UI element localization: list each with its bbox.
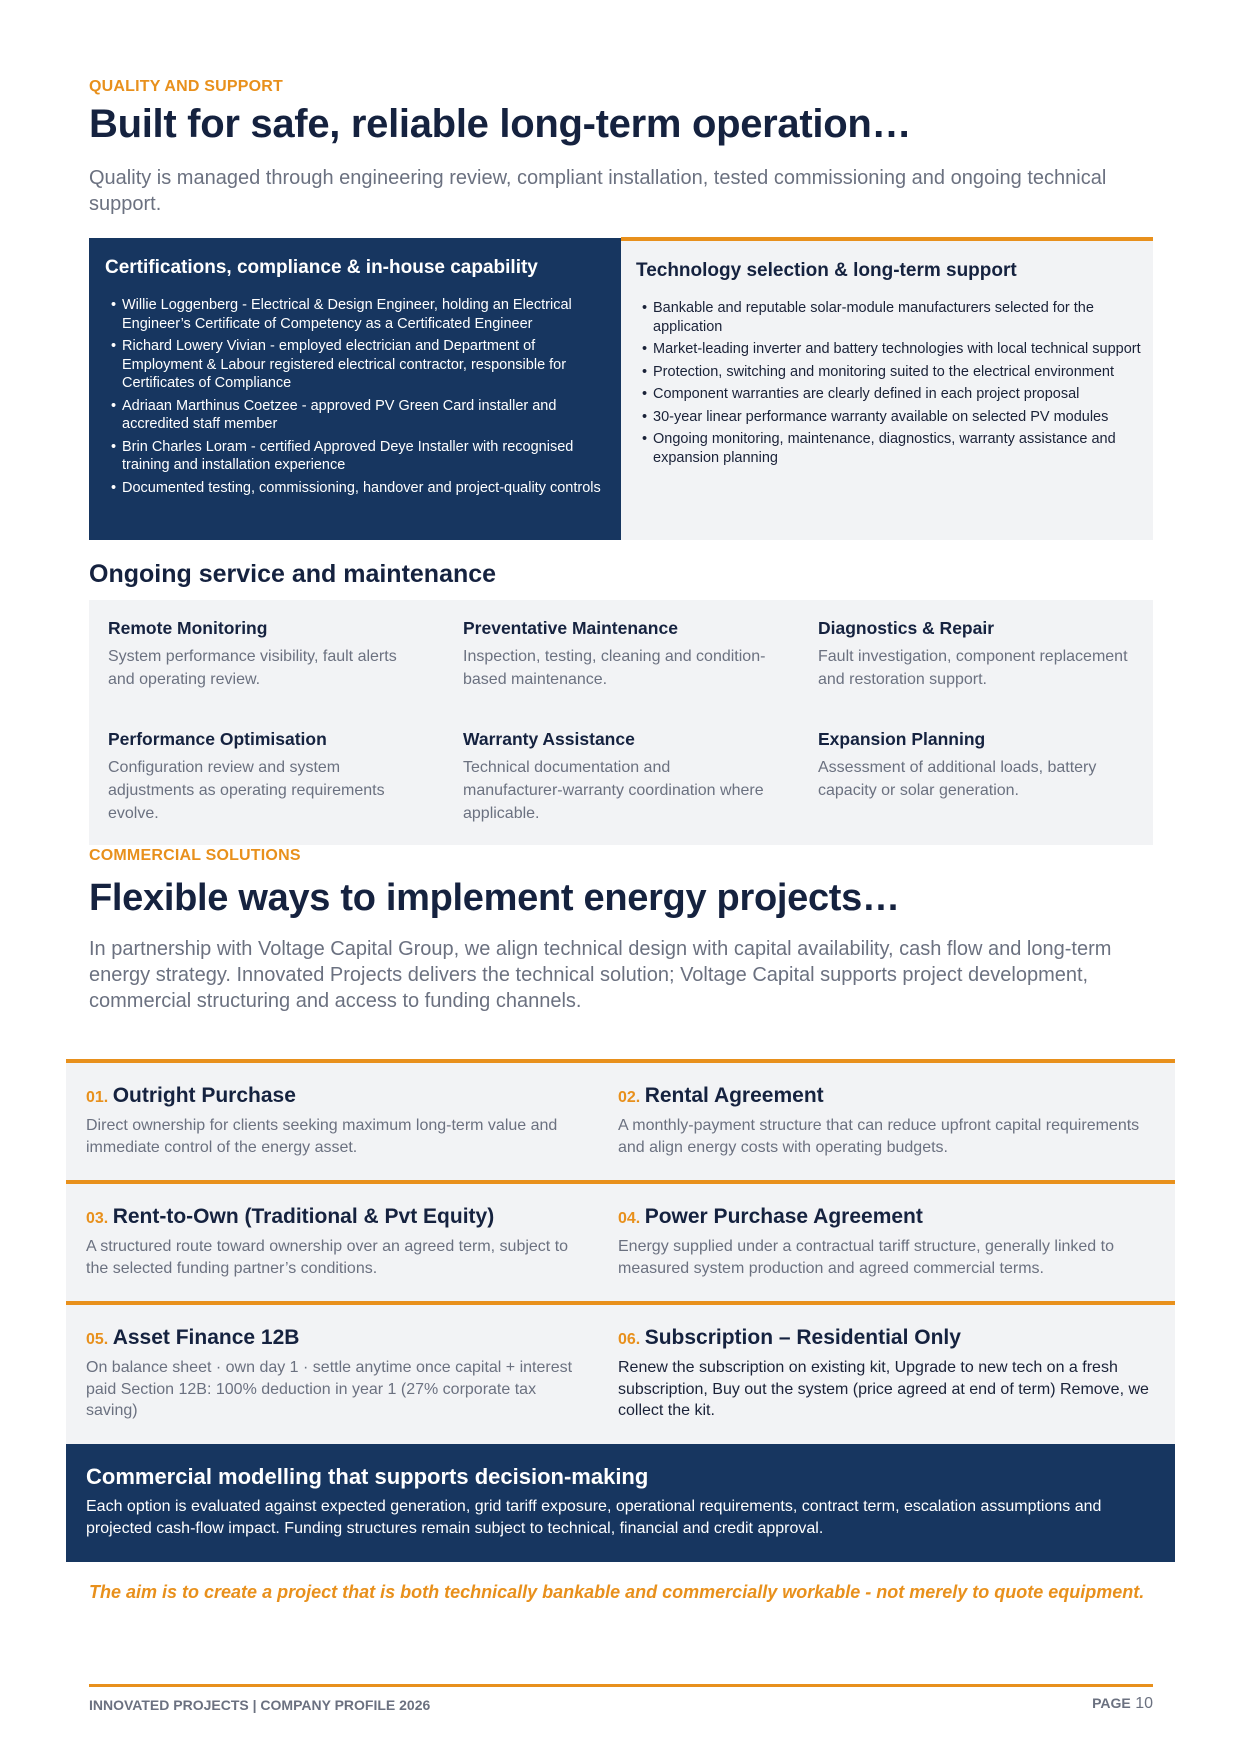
list-item: • Documented testing, commissioning, handover and project-quality controls [103, 479, 611, 498]
option-number: 01. [86, 1089, 109, 1106]
option-number: 03. [86, 1210, 109, 1227]
list-item: • Brin Charles Loram - certified Approved Deye Installer with recognised training and installation experience [103, 438, 611, 475]
service-item-desc: Technical documentation and manufacturer-warranty coordination where applicable. [463, 759, 764, 822]
list-item: • Richard Lowery Vivian - employed electrician and Department of Employment & Labour registered electrical contractor, responsible for Certificates of Compliance [103, 337, 611, 393]
service-item-title: Diagnostics & Repair [818, 618, 995, 638]
option-desc: Renew the subscription on existing kit, Upgrade to new tech on a fresh subscription, Buy out the system (price agreed at end of term) Remove, we collect the kit. [618, 1359, 1149, 1419]
option-number: 05. [86, 1331, 109, 1348]
footer-page-number: 10 [1135, 1695, 1153, 1712]
options-row-2 [66, 1180, 1175, 1301]
commercial-modelling-box [66, 1444, 1175, 1562]
list-item: • Market-leading inverter and battery technologies with local technical support [634, 340, 1144, 359]
commercial-title: Flexible ways to implement energy projects… [89, 877, 900, 919]
service-item-title: Performance Optimisation [108, 729, 327, 749]
option-title: Asset Finance 12B [112, 1326, 300, 1349]
service-item-performance-optimisation [108, 729, 418, 825]
service-item-warranty-assistance [463, 729, 773, 825]
service-item-title: Warranty Assistance [463, 729, 635, 749]
technology-panel [621, 237, 1153, 540]
footer-company: INNOVATED PROJECTS | COMPANY PROFILE 2026 [89, 1697, 431, 1713]
options-row-1 [66, 1059, 1175, 1180]
list-item: • Adriaan Marthinus Coetzee - approved PV Green Card installer and accredited staff member [103, 397, 611, 434]
option-rental-agreement [618, 1084, 1158, 1158]
service-item-diagnostics-repair [818, 618, 1133, 691]
service-item-expansion-planning [818, 729, 1133, 802]
aim-statement: The aim is to create a project that is both technically bankable and commercially workable - not merely to quote equipment. [89, 1582, 1145, 1602]
list-item: • Willie Loggenberg - Electrical & Design Engineer, holding an Electrical Engineer’s Certificate of Competency as a Certificated Engineer [103, 296, 611, 333]
certifications-list [103, 296, 611, 501]
service-item-title: Preventative Maintenance [463, 618, 678, 638]
options-row-3 [66, 1301, 1175, 1444]
option-number: 06. [618, 1331, 641, 1348]
list-item: • Ongoing monitoring, maintenance, diagnostics, warranty assistance and expansion planning [634, 430, 1144, 467]
option-title: Rental Agreement [644, 1084, 824, 1107]
list-item: • Bankable and reputable solar-module manufacturers selected for the application [634, 299, 1144, 336]
option-desc: Direct ownership for clients seeking maximum long-term value and immediate control of the energy asset. [86, 1117, 558, 1156]
service-item-title: Remote Monitoring [108, 618, 268, 638]
footer-divider [89, 1684, 1153, 1687]
option-asset-finance [86, 1326, 586, 1422]
option-desc: A monthly-payment structure that can reduce upfront capital requirements and align energy costs with operating budgets. [618, 1117, 1140, 1156]
service-grid [89, 600, 1153, 845]
section-eyebrow-quality: QUALITY AND SUPPORT [89, 78, 284, 95]
quality-lead: Quality is managed through engineering review, compliant installation, tested commissioning and ongoing technical support. [89, 167, 1107, 215]
section-eyebrow-commercial: COMMERCIAL SOLUTIONS [89, 847, 301, 864]
service-item-desc: Inspection, testing, cleaning and condition-based maintenance. [463, 648, 766, 688]
list-item: • Component warranties are clearly defined in each project proposal [634, 385, 1144, 404]
option-desc: On balance sheet · own day 1 · settle anytime once capital + interest paid Section 12B: 100% deduction in year 1 (27% corporate tax saving) [86, 1359, 573, 1419]
option-subscription [618, 1326, 1158, 1422]
option-title: Outright Purchase [112, 1084, 296, 1107]
option-number: 04. [618, 1210, 641, 1227]
certifications-panel [89, 238, 621, 540]
footer-page-label: PAGE [1092, 1695, 1131, 1711]
option-power-purchase-agreement [618, 1205, 1158, 1279]
option-desc: A structured route toward ownership over an agreed term, subject to the selected funding partner’s conditions. [86, 1238, 569, 1277]
option-desc: Energy supplied under a contractual tariff structure, generally linked to measured system production and agreed commercial terms. [618, 1238, 1114, 1277]
list-item: • Protection, switching and monitoring suited to the electrical environment [634, 363, 1144, 382]
service-item-desc: System performance visibility, fault alerts and operating review. [108, 648, 397, 688]
technology-list [634, 299, 1144, 471]
service-title: Ongoing service and maintenance [89, 560, 497, 588]
modelling-title: Commercial modelling that supports decision-making [86, 1464, 649, 1489]
certifications-panel-title: Certifications, compliance & in-house capability [105, 257, 538, 278]
quality-title: Built for safe, reliable long-term operation… [89, 102, 912, 146]
footer-page [1092, 1695, 1153, 1713]
commercial-lead: In partnership with Voltage Capital Group, we align technical design with capital availability, cash flow and long-term energy strategy. Innovated Projects delivers the technical solution; Voltage Capital supports project development, commercial structuring and access to funding channels. [89, 938, 1112, 1012]
option-title: Rent-to-Own (Traditional & Pvt Equity) [112, 1205, 495, 1228]
option-title: Power Purchase Agreement [644, 1205, 923, 1228]
service-item-preventative-maintenance [463, 618, 773, 691]
service-item-desc: Assessment of additional loads, battery capacity or solar generation. [818, 759, 1097, 799]
service-item-desc: Fault investigation, component replacement and restoration support. [818, 648, 1128, 688]
option-title: Subscription – Residential Only [644, 1326, 961, 1349]
option-outright-purchase [86, 1084, 586, 1158]
service-item-title: Expansion Planning [818, 729, 986, 749]
service-item-desc: Configuration review and system adjustments as operating requirements evolve. [108, 759, 385, 822]
service-item-remote-monitoring [108, 618, 418, 691]
modelling-text: Each option is evaluated against expected generation, grid tariff exposure, operational requirements, contract term, escalation assumptions and projected cash-flow impact. Funding structures remain subject to technical, financial and credit approval. [86, 1498, 1102, 1537]
option-number: 02. [618, 1089, 641, 1106]
list-item: • 30-year linear performance warranty available on selected PV modules [634, 408, 1144, 427]
option-rent-to-own [86, 1205, 586, 1279]
technology-panel-title: Technology selection & long-term support [636, 260, 1017, 281]
